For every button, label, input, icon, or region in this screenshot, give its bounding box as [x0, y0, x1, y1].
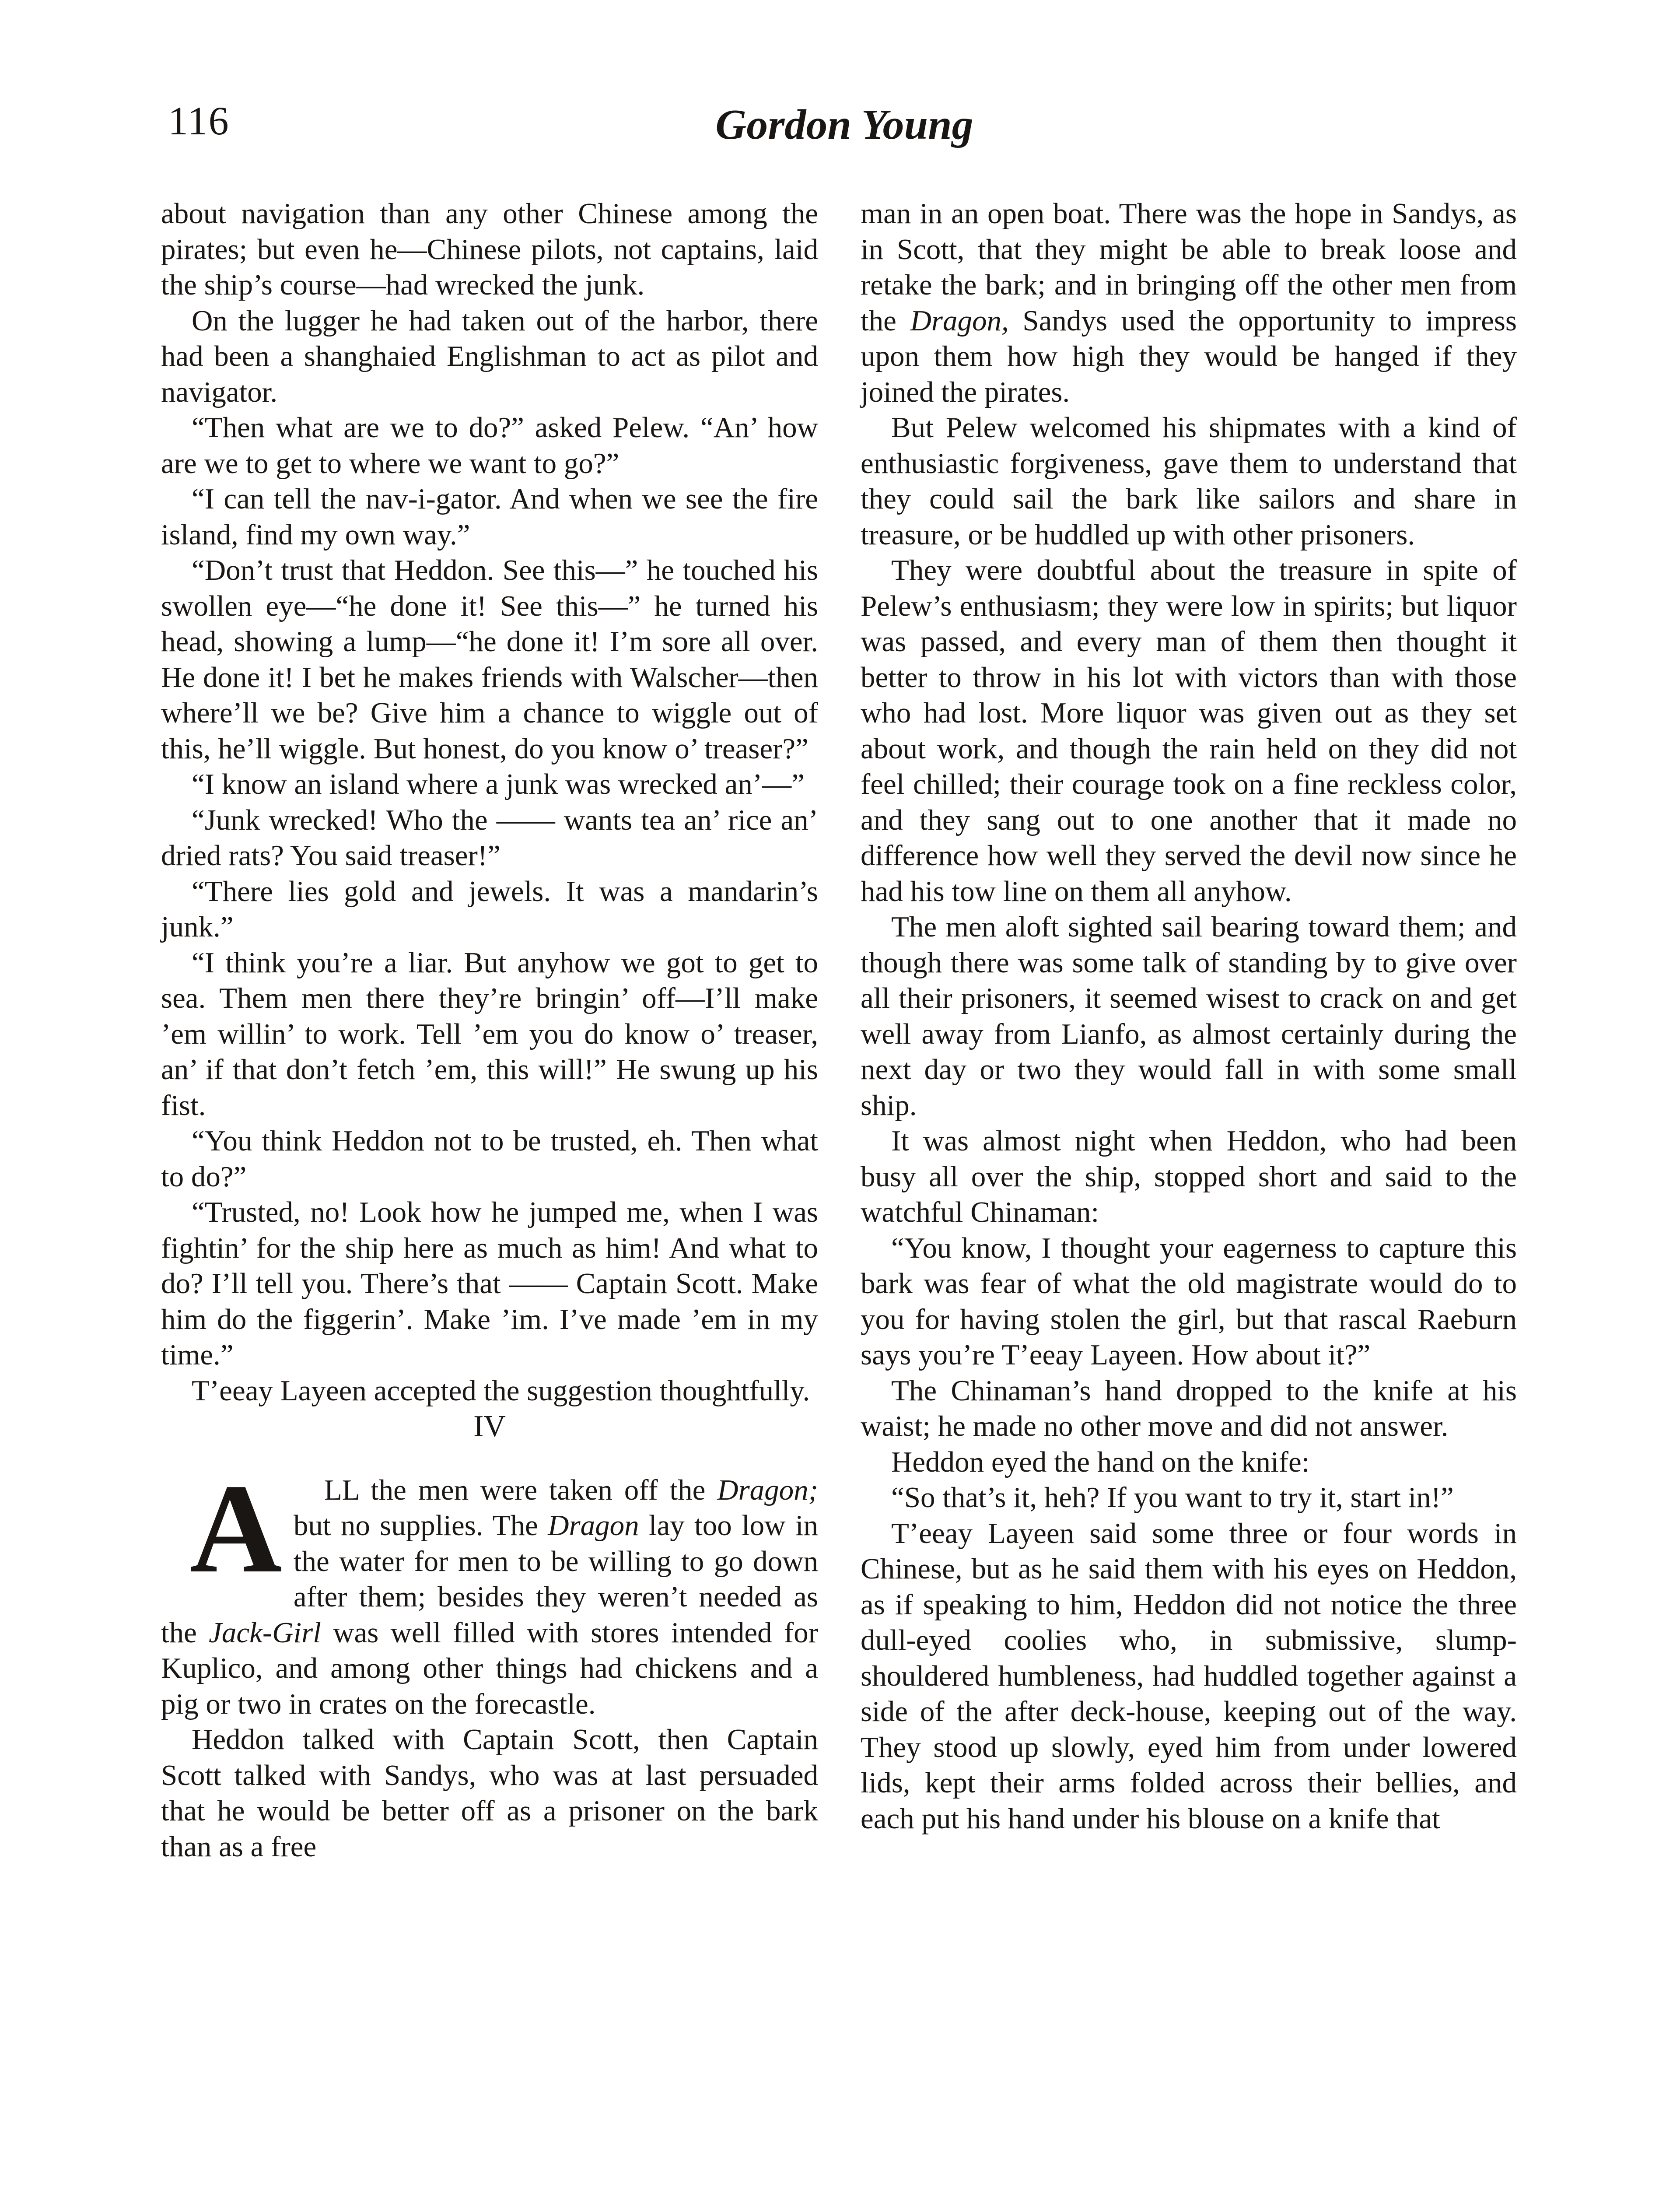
paragraph: “Then what are we to do?” asked Pelew. “An’ how are we to get to where we want to go?”: [161, 411, 818, 480]
paragraph: Heddon eyed the hand on the knife:: [891, 1445, 1310, 1478]
right-column: [861, 196, 1517, 1837]
ship-name: Dragon,: [910, 304, 1009, 337]
text-run: but no supplies. The: [293, 1509, 548, 1542]
section-heading: IV: [473, 1410, 506, 1443]
running-head: Gordon Young: [715, 101, 973, 148]
paragraph: “Junk wrecked! Who the —— wants tea an’ rice an’ dried rats? You said treaser!”: [161, 803, 818, 872]
ship-name: Dragon;: [717, 1473, 818, 1506]
paragraph: “There lies gold and jewels. It was a mandarin’s junk.”: [161, 875, 818, 943]
ship-name: Jack-Girl: [209, 1616, 321, 1649]
text-run: was well filled with stores intended for Kuplico, and among other things had chickens and a pig or two in crates on the forecastle.: [161, 1616, 818, 1720]
paragraph: The Chinaman’s hand dropped to the knife at his waist; he made no other move and did not answer.: [861, 1374, 1517, 1442]
ship-name: Dragon: [548, 1509, 639, 1542]
paragraph: “I know an island where a junk was wrecked an’—”: [192, 768, 805, 800]
paragraph: “So that’s it, heh? If you want to try it, start in!”: [891, 1481, 1454, 1514]
paragraph: Heddon talked with Captain Scott, then Captain Scott talked with Sandys, who was at last persuaded that he would be better off as a prisoner on the bark than as a free: [161, 1723, 818, 1863]
paragraph: “Trusted, no! Look how he jumped me, when I was fightin’ for the ship here as much as him! And what to do? I’ll tell you. There’s that —— Captain Scott. Make him do the figgerin’. Make ’im. I’ve made ’em in my time.”: [161, 1196, 818, 1371]
drop-cap: A: [190, 1458, 282, 1599]
text-run: man in an open boat. There was the hope in Sandys, as in Scott, that they might be able to break loose and retake the bark; and in bringing off the other men from the: [861, 197, 1517, 337]
paragraph: It was almost night when Heddon, who had been busy all over the ship, stopped short and said to the watchful Chinaman:: [861, 1125, 1517, 1228]
paragraph: “I think you’re a liar. But anyhow we got to get to sea. Them men there they’re bringin’ off—I’ll make ’em willin’ to work. Tell ’em you do know o’ treaser, an’ if that don’t fetch ’em, this will!” He swung up his fist.: [161, 946, 818, 1122]
paragraph: T’eeay Layeen accepted the suggestion thoughtfully.: [192, 1374, 810, 1407]
paragraph: T’eeay Layeen said some three or four words in Chinese, but as he said them with his eyes on Heddon, as if speaking to him, Heddon did not notice the three dull-eyed coolies who, in submissive, slump-shouldered humbleness, had huddled together against a side of the after deck-house, keeping out of the way. They stood up slowly, eyed him from under lowered lids, kept their arms folded across their bellies, and each put his hand under his blouse on a knife that: [861, 1517, 1517, 1835]
paragraph: “You think Heddon not to be trusted, eh. Then what to do?”: [161, 1125, 818, 1193]
paragraph: They were doubtful about the treasure in spite of Pelew’s enthusiasm; they were low in spirits; but liquor was passed, and every man of them then thought it better to throw in his lot with victors than with those who had lost. More liquor was given out as they set about work, and though the rain held on they did not feel chilled; their courage took on a fine reckless color, and they sang out to one another that it made no difference how well they served the devil now since he had his tow line on them all anyhow.: [861, 554, 1517, 908]
text-run: LL the men were taken off the: [324, 1473, 718, 1506]
paragraph: “Don’t trust that Heddon. See this—” he touched his swollen eye—“he done it! See this—” he turned his head, showing a lump—“he done it! I’m sore all over. He done it! I bet he makes friends with Walscher—then where’ll we be? Give him a chance to wiggle out of this, he’ll wiggle. But honest, do you know o’ treaser?”: [161, 554, 818, 765]
paragraph: “You know, I thought your eagerness to capture this bark was fear of what the old magistrate would do to you for having stolen the girl, but that rascal Raeburn says you’re T’eeay Layeen. How about it?”: [861, 1231, 1517, 1371]
paragraph: “I can tell the nav-i-gator. And when we see the fire island, find my own way.”: [161, 483, 818, 551]
text-run: Sandys used the opportunity to impress upon them how high they would be hanged if they joined the pirates.: [861, 304, 1517, 408]
page-number: 116: [168, 98, 230, 143]
text-run: lay too low in the water for men to be willing to go down after them; besides they weren’t needed as the: [161, 1509, 818, 1649]
paragraph: The men aloft sighted sail bearing toward them; and though there was some talk of standing by to give over all their prisoners, it seemed wisest to crack on and get well away from Lianfo, as almost certainly during the next day or two they would fall in with some small ship.: [861, 911, 1517, 1122]
section-opening-paragraph: [161, 1458, 818, 1722]
paragraph: On the lugger he had taken out of the harbor, there had been a shanghaied Englishman to act as pilot and navigator.: [161, 304, 818, 408]
paragraph: But Pelew welcomed his shipmates with a kind of enthusiastic forgiveness, gave them to understand that they could sail the bark like sailors and share in treasure, or be huddled up with other prisoners.: [861, 411, 1517, 551]
paragraph: [861, 196, 1517, 410]
left-column: [161, 196, 818, 1865]
paragraph: about navigation than any other Chinese among the pirates; but even he—Chinese pilots, not captains, laid the ship’s course—had wrecked the junk.: [161, 197, 818, 301]
